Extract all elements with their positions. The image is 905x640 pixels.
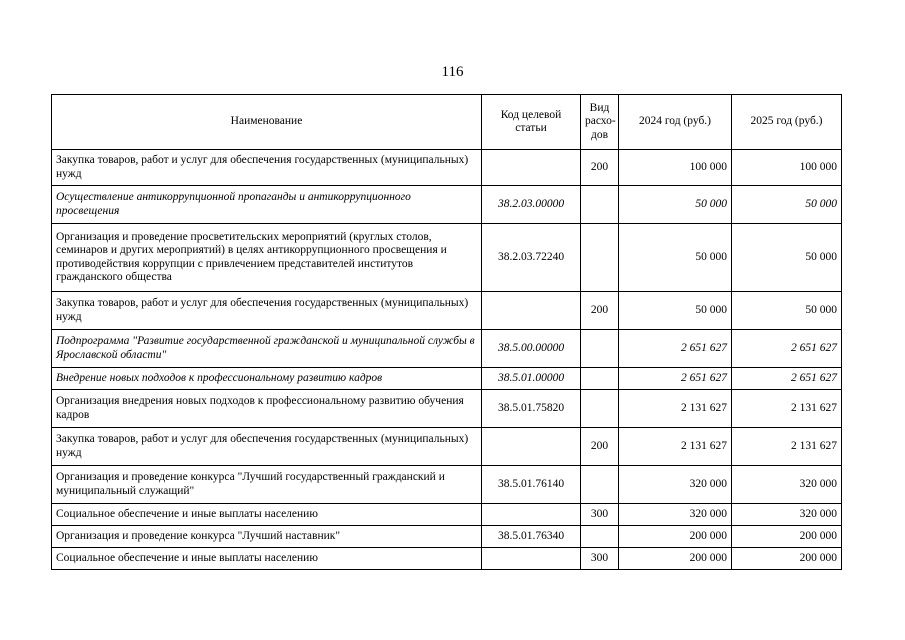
cell-2025: 50 000 bbox=[732, 224, 842, 292]
cell-2025: 100 000 bbox=[732, 150, 842, 186]
table-row bbox=[52, 548, 842, 570]
cell-name: Закупка товаров, работ и услуг для обеспечения государственных (муниципальных) нужд bbox=[52, 292, 482, 330]
cell-type: 300 bbox=[581, 504, 619, 526]
header-year-2024: 2024 год (руб.) bbox=[619, 95, 732, 150]
cell-name: Подпрограмма "Развитие государственной гражданской и муниципальной службы в Ярославской области" bbox=[52, 330, 482, 368]
cell-code bbox=[482, 428, 581, 466]
header-name: Наименование bbox=[52, 95, 482, 150]
cell-2025: 2 651 627 bbox=[732, 330, 842, 368]
cell-2025: 50 000 bbox=[732, 292, 842, 330]
cell-2024: 2 651 627 bbox=[619, 330, 732, 368]
cell-2025: 50 000 bbox=[732, 186, 842, 224]
table-row bbox=[52, 292, 842, 330]
cell-name: Закупка товаров, работ и услуг для обеспечения государственных (муниципальных) нужд bbox=[52, 428, 482, 466]
cell-2024: 50 000 bbox=[619, 186, 732, 224]
table-row bbox=[52, 504, 842, 526]
cell-2024: 200 000 bbox=[619, 548, 732, 570]
cell-code: 38.5.01.75820 bbox=[482, 390, 581, 428]
cell-name: Осуществление антикоррупционной пропаганды и антикоррупционного просвещения bbox=[52, 186, 482, 224]
cell-type bbox=[581, 186, 619, 224]
cell-code: 38.5.01.76140 bbox=[482, 466, 581, 504]
cell-name: Внедрение новых подходов к профессиональному развитию кадров bbox=[52, 368, 482, 390]
table-row bbox=[52, 224, 842, 292]
cell-2024: 50 000 bbox=[619, 292, 732, 330]
cell-code bbox=[482, 548, 581, 570]
cell-2025: 2 651 627 bbox=[732, 368, 842, 390]
cell-name: Организация внедрения новых подходов к профессиональному развитию обучения кадров bbox=[52, 390, 482, 428]
cell-name: Социальное обеспечение и иные выплаты населению bbox=[52, 504, 482, 526]
cell-code: 38.5.01.76340 bbox=[482, 526, 581, 548]
table-row bbox=[52, 150, 842, 186]
table-row bbox=[52, 186, 842, 224]
table-row bbox=[52, 330, 842, 368]
cell-2025: 200 000 bbox=[732, 526, 842, 548]
cell-2025: 2 131 627 bbox=[732, 390, 842, 428]
cell-code: 38.5.01.00000 bbox=[482, 368, 581, 390]
cell-2025: 320 000 bbox=[732, 466, 842, 504]
cell-name: Организация и проведение конкурса "Лучший наставник" bbox=[52, 526, 482, 548]
cell-code: 38.2.03.00000 bbox=[482, 186, 581, 224]
cell-type bbox=[581, 330, 619, 368]
cell-2025: 2 131 627 bbox=[732, 428, 842, 466]
table-body bbox=[52, 150, 842, 570]
header-type: Вид расхо-дов bbox=[581, 95, 619, 150]
cell-type: 300 bbox=[581, 548, 619, 570]
cell-2024: 2 651 627 bbox=[619, 368, 732, 390]
cell-code: 38.2.03.72240 bbox=[482, 224, 581, 292]
table-row bbox=[52, 368, 842, 390]
cell-type: 200 bbox=[581, 150, 619, 186]
cell-name: Организация и проведение просветительских мероприятий (круглых столов, семинаров и других мероприятий) в целях антикоррупционного просвещения и противодействия коррупции с привлечением представителей институтов гражданского общества bbox=[52, 224, 482, 292]
cell-2024: 320 000 bbox=[619, 466, 732, 504]
cell-2024: 320 000 bbox=[619, 504, 732, 526]
cell-type: 200 bbox=[581, 428, 619, 466]
table-row bbox=[52, 428, 842, 466]
cell-type bbox=[581, 224, 619, 292]
cell-code bbox=[482, 292, 581, 330]
cell-code: 38.5.00.00000 bbox=[482, 330, 581, 368]
cell-type bbox=[581, 368, 619, 390]
cell-type bbox=[581, 390, 619, 428]
budget-table bbox=[51, 94, 842, 570]
cell-name: Закупка товаров, работ и услуг для обеспечения государственных (муниципальных) нужд bbox=[52, 150, 482, 186]
cell-code bbox=[482, 150, 581, 186]
cell-name: Организация и проведение конкурса "Лучший государственный гражданский и муниципальный служащий" bbox=[52, 466, 482, 504]
cell-type bbox=[581, 526, 619, 548]
table-row bbox=[52, 390, 842, 428]
page-number: 116 bbox=[441, 64, 464, 80]
cell-2024: 2 131 627 bbox=[619, 390, 732, 428]
cell-2024: 2 131 627 bbox=[619, 428, 732, 466]
cell-code bbox=[482, 504, 581, 526]
header-code: Код целевой статьи bbox=[482, 95, 581, 150]
cell-2025: 320 000 bbox=[732, 504, 842, 526]
cell-type: 200 bbox=[581, 292, 619, 330]
table-row bbox=[52, 526, 842, 548]
cell-2024: 200 000 bbox=[619, 526, 732, 548]
cell-2025: 200 000 bbox=[732, 548, 842, 570]
header-row bbox=[52, 95, 842, 150]
cell-2024: 50 000 bbox=[619, 224, 732, 292]
cell-2024: 100 000 bbox=[619, 150, 732, 186]
header-year-2025: 2025 год (руб.) bbox=[732, 95, 842, 150]
cell-type bbox=[581, 466, 619, 504]
table-header bbox=[52, 95, 842, 150]
table-row bbox=[52, 466, 842, 504]
cell-name: Социальное обеспечение и иные выплаты населению bbox=[52, 548, 482, 570]
